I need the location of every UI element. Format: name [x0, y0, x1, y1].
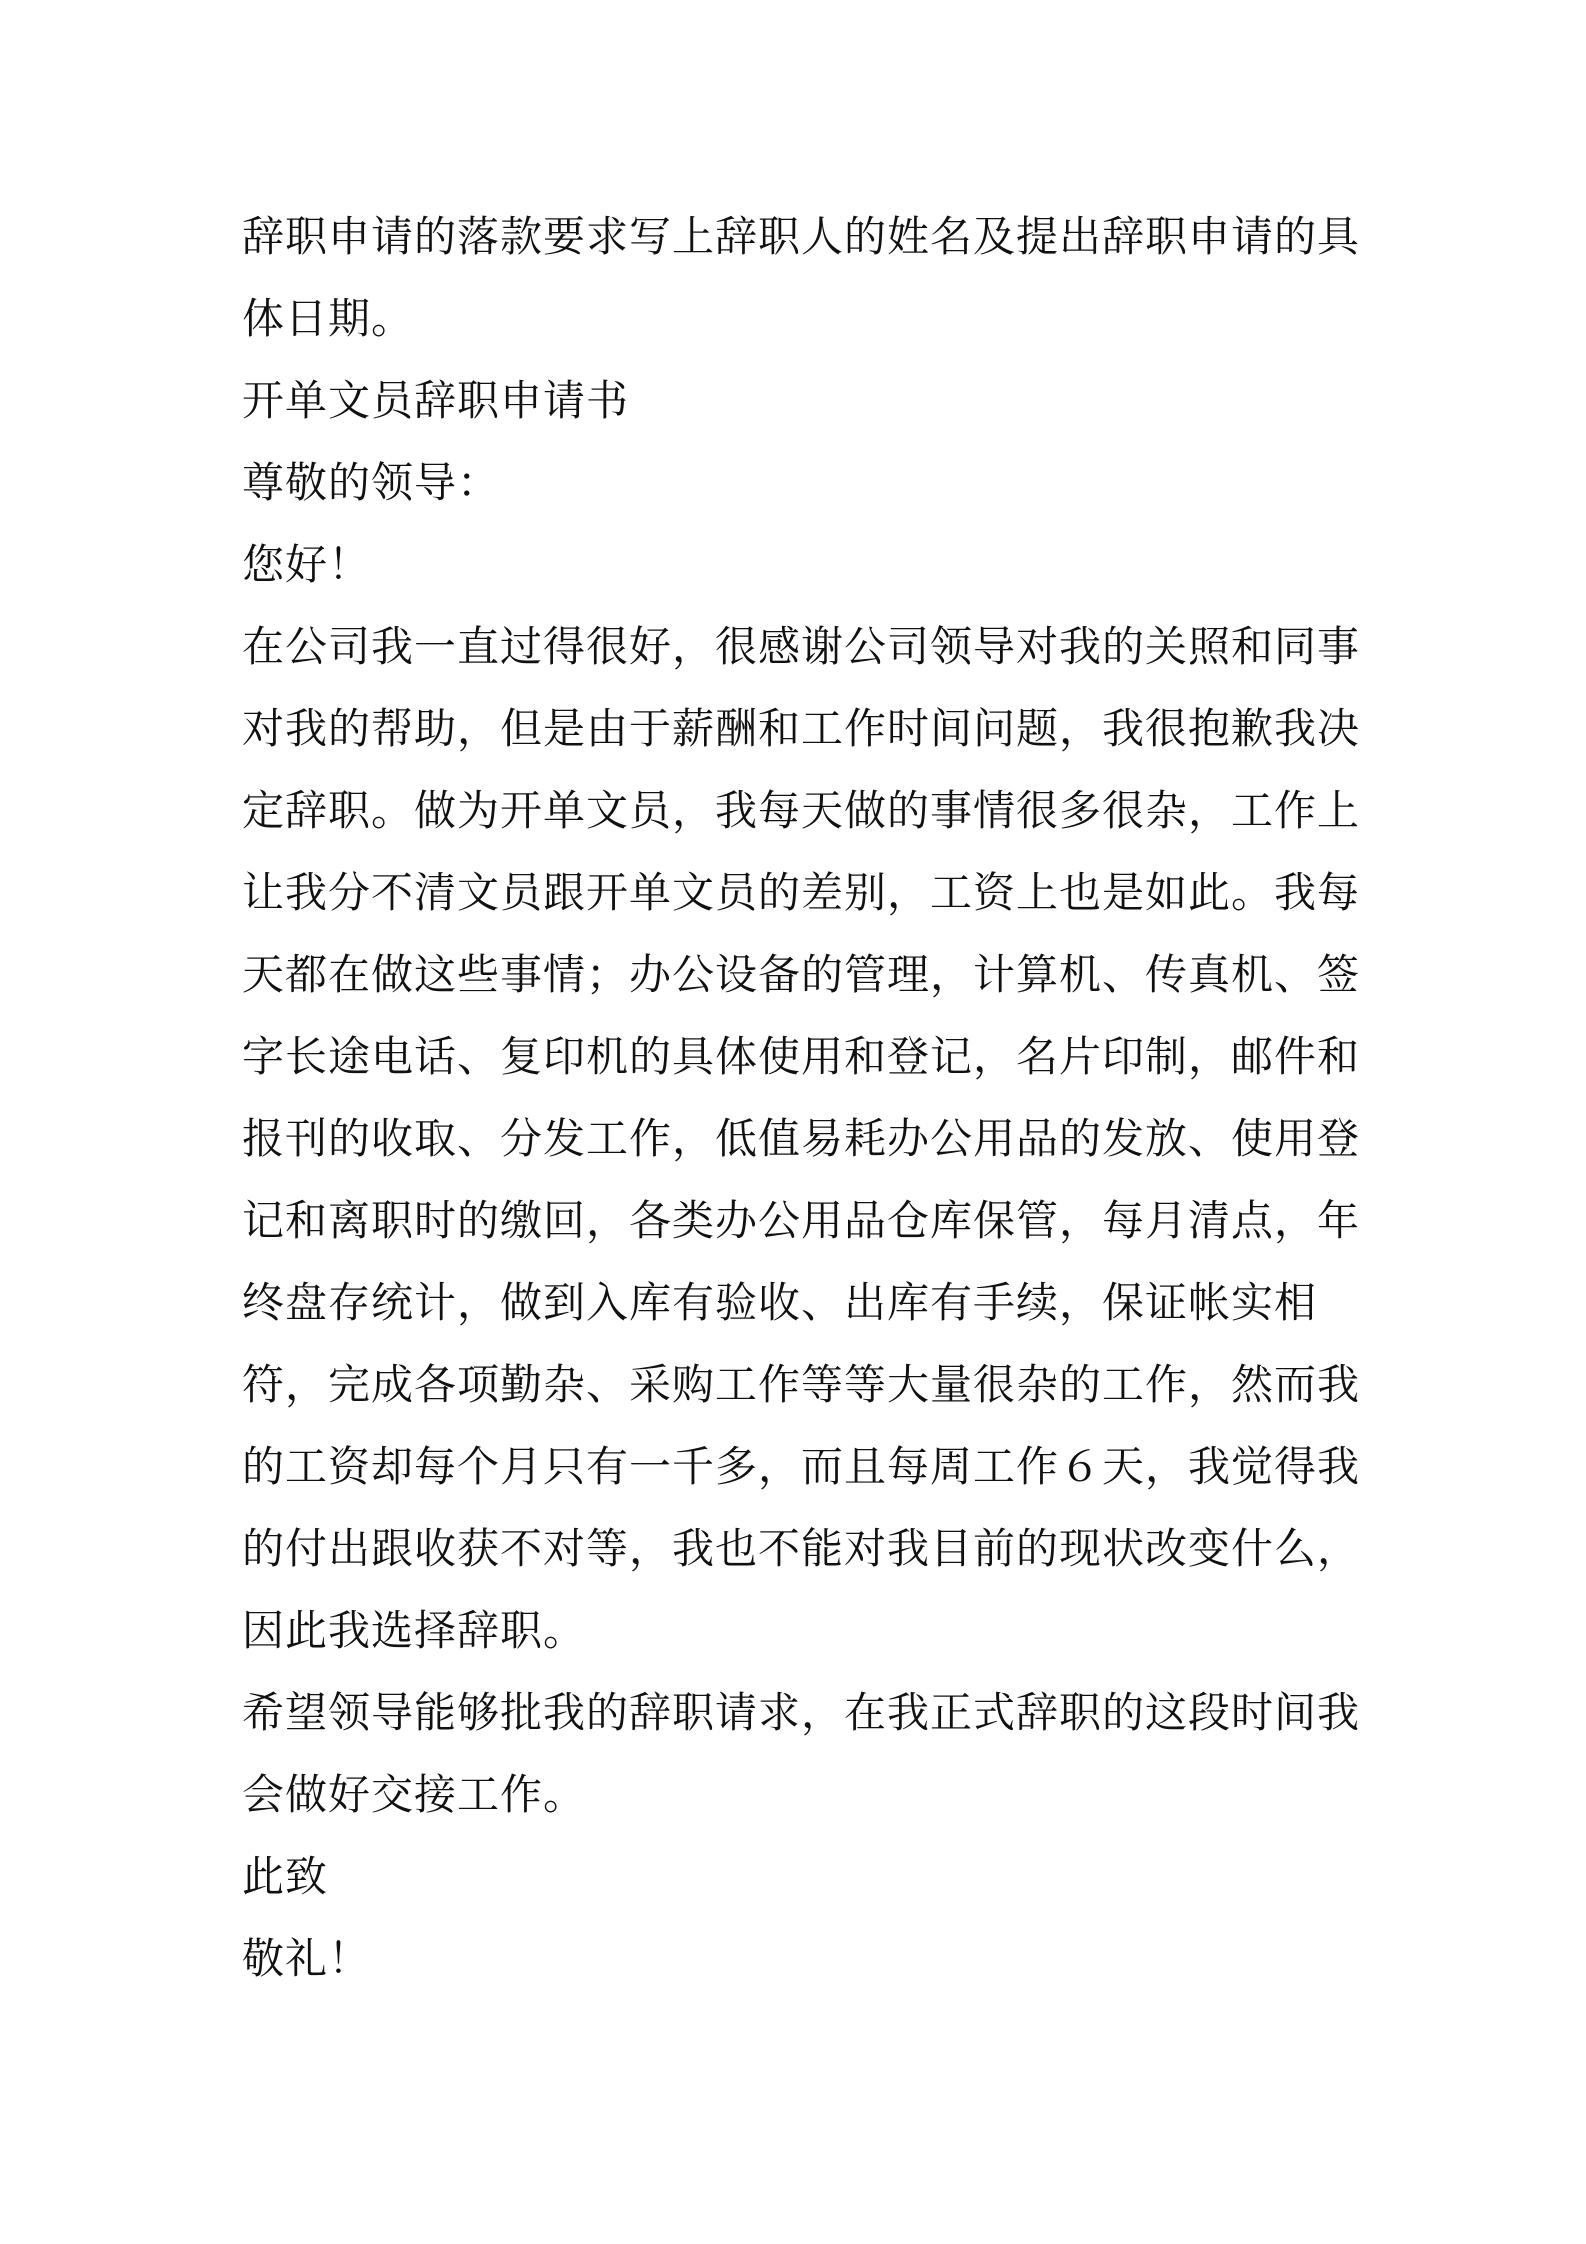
paragraph-regards: 敬礼！ — [242, 1934, 372, 1983]
paragraph-greeting: 您好！ — [242, 540, 372, 589]
paragraph-salutation: 尊敬的领导： — [242, 458, 501, 507]
paragraph-signature-note: 辞职申请的落款要求写上辞职人的姓名及提出辞职申请的具体日期。 — [242, 212, 1361, 343]
document-body — [242, 196, 1362, 2000]
paragraph-title: 开单文员辞职申请书 — [242, 376, 630, 425]
paragraph-body: 在公司我一直过得很好，很感谢公司领导对我的关照和同事对我的帮助，但是由于薪酬和工作时间问题，我很抱歉我决定辞职。做为开单文员，我每天做的事情很多很杂，工作上让我分不清文员跟开单文员的差别，工资上也是如此。我每天都在做这些事情；办公设备的管理，计算机、传真机、签字长途电话、复印机的具体使用和登记，名片印制，邮件和报刊的收取、分发工作，低值易耗办公用品的发放、使用登记和离职时的缴回，各类办公用品仓库保管，每月清点，年终盘存统计，做到入库有验收、出库有手续，保证帐实相符，完成各项勤杂、采购工作等等大量很杂的工作，然而我的工资却每个月只有一千多，而且每周工作６天，我觉得我的付出跟收获不对等，我也不能对我目前的现状改变什么，因此我选择辞职。 — [242, 622, 1361, 1655]
paragraph-request: 希望领导能够批我的辞职请求，在我正式辞职的这段时间我会做好交接工作。 — [242, 1688, 1361, 1819]
paragraph-closing: 此致 — [242, 1852, 329, 1901]
